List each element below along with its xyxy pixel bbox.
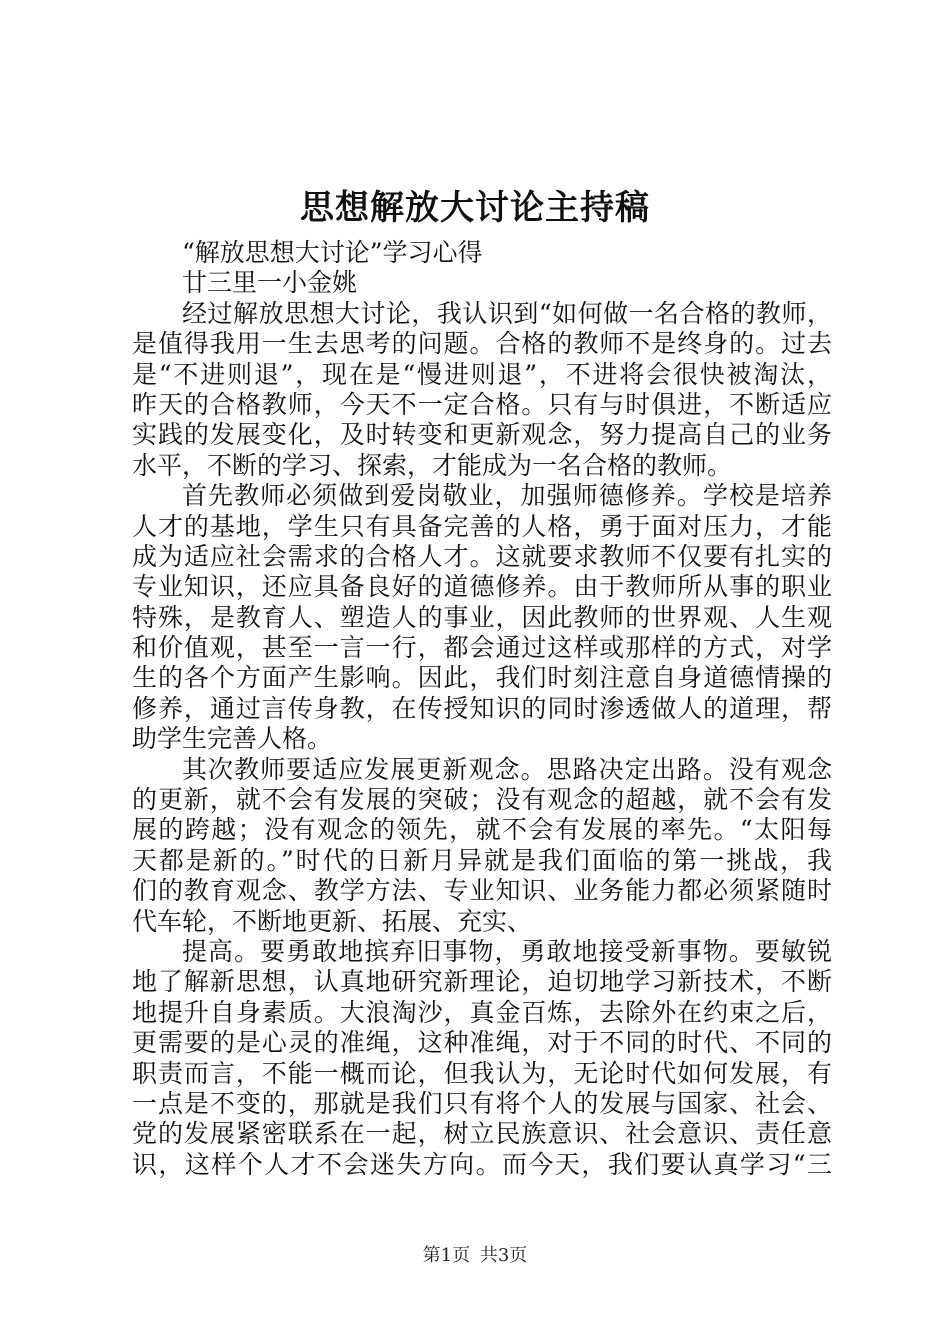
page-total: 共3页 [479,1245,528,1266]
text-line: 地了解新思想，认真地研究新理论，迫切地学习新技术，不断 [132,967,832,997]
text-line: 专业知识，还应具备良好的道德修养。由于教师所从事的职业 [132,572,832,602]
text-line: 是“不进则退”，现在是“慢进则退”，不进将会很快被淘汰， [132,359,832,389]
text-line: 经过解放思想大讨论，我认识到“如何做一名合格的教师， [182,298,832,328]
text-line: 首先教师必须做到爱岗敬业，加强师德修养。学校是培养 [182,481,832,511]
text-line: 实践的发展变化，及时转变和更新观念，努力提高自己的业务 [132,420,832,450]
text-line: 识，这样个人才不会迷失方向。而今天，我们要认真学习“三 [132,1149,832,1179]
document-body [132,238,832,1180]
text-line: 提高。要勇敢地摈弃旧事物，勇敢地接受新事物。要敏锐 [182,936,832,966]
text-line: 展的跨越；没有观念的领先，就不会有发展的率先。“太阳每 [132,815,832,845]
text-line: 一点是不变的，那就是我们只有将个人的发展与国家、社会、 [132,1088,832,1118]
text-line: 是值得我用一生去思考的问题。合格的教师不是终身的。过去 [132,329,832,359]
page-footer [0,1244,950,1268]
text-line: 生的各个方面产生影响。因此，我们时刻注意自身道德情操的 [132,663,832,693]
page-number: 第1页 [422,1245,471,1266]
text-line: 更需要的是心灵的准绳，这种准绳，对于不同的时代、不同的 [132,1028,832,1058]
author-line: 廿三里一小金姚 [182,268,358,298]
text-line: 们的教育观念、教学方法、专业知识、业务能力都必须紧随时 [132,876,832,906]
text-line: 的更新，就不会有发展的突破；没有观念的超越，就不会有发 [132,785,832,815]
subtitle-line: “解放思想大讨论”学习心得 [182,238,483,267]
text-line: 地提升自身素质。大浪淘沙，真金百炼，去除外在约束之后， [132,997,832,1027]
text-line: 特殊，是教育人、塑造人的事业，因此教师的世界观、人生观 [132,602,832,632]
text-line: 水平，不断的学习、探索，才能成为一名合格的教师。 [132,450,733,480]
text-line: 其次教师要适应发展更新观念。思路决定出路。没有观念 [182,754,832,784]
text-line: 修养，通过言传身教，在传授知识的同时渗透做人的道理，帮 [132,693,832,723]
text-line: 人才的基地，学生只有具备完善的人格，勇于面对压力，才能 [132,511,832,541]
text-line: 昨天的合格教师，今天不一定合格。只有与时俱进，不断适应 [132,389,832,419]
text-line: 成为适应社会需求的合格人才。这就要求教师不仅要有扎实的 [132,541,832,571]
text-line: 和价值观，甚至一言一行，都会通过这样或那样的方式，对学 [132,633,832,663]
text-line: 党的发展紧密联系在一起，树立民族意识、社会意识、责任意 [132,1119,832,1149]
text-line: 助学生完善人格。 [132,724,333,754]
text-line: 职责而言，不能一概而论，但我认为，无论时代如何发展，有 [132,1058,832,1088]
text-line: 代车轮，不断地更新、拓展、充实、 [132,906,533,936]
document-title: 思想解放大讨论主持稿 [300,188,650,228]
text-line: 天都是新的。”时代的日新月异就是我们面临的第一挑战，我 [132,845,832,875]
